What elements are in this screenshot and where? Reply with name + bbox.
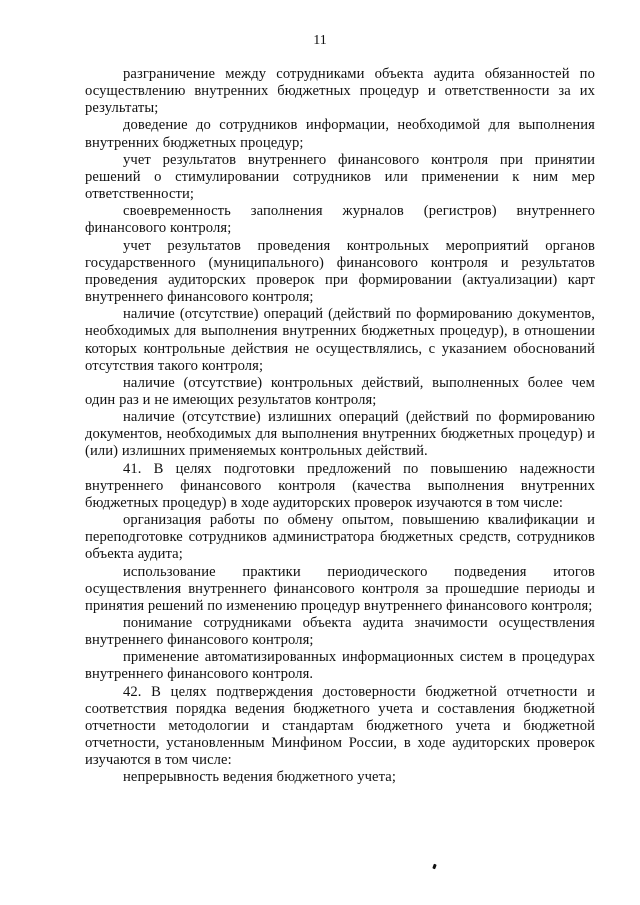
section-41-paragraph: 41. В целях подготовки предложений по повышению надежности внутреннего финансового контроля (качества выполнения внутренних бюджетных процедур) в ходе аудиторских проверок изучаются в том числе: [85,460,595,511]
document-body [85,66,595,787]
paragraph: применение автоматизированных информационных систем в процедурах внутреннего финансового контроля. [85,649,595,683]
paragraph: учет результатов внутреннего финансового контроля при принятии решений о стимулировании сотрудников или применении к ним мер ответственности; [85,151,595,203]
scan-mark [432,864,437,870]
section-42-paragraph: 42. В целях подтверждения достоверности бюджетной отчетности и соответствия порядка ведения бюджетного учета и составления бюджетной отчетности методологии и стандартам бюджетного учета и бюджетной отчетности, установленным Минфином России, в ходе аудиторских проверок изучаются в том числе: [85,683,595,769]
paragraph: разграничение между сотрудниками объекта аудита обязанностей по осуществлению внутренних бюджетных процедур и ответственности за их результаты; [85,66,595,117]
paragraph: организация работы по обмену опытом, повышению квалификации и переподготовке сотрудников администратора бюджетных средств, сотрудников объекта аудита; [85,512,595,563]
paragraph: наличие (отсутствие) контрольных действий, выполненных более чем один раз и не имеющих результатов контроля; [85,374,595,408]
paragraph: своевременность заполнения журналов (регистров) внутреннего финансового контроля; [85,203,595,237]
paragraph: наличие (отсутствие) излишних операций (действий по формированию документов, необходимых для выполнения внутренних бюджетных процедур) и (или) излишних применяемых контрольных действий. [85,409,595,460]
page-number: 11 [313,33,327,48]
paragraph: наличие (отсутствие) операций (действий по формированию документов, необходимых для выполнения внутренних бюджетных процедур), в отношении которых контрольные действия не осуществлялись, с указанием обоснований отсутствия такого контроля; [85,306,595,374]
paragraph: доведение до сотрудников информации, необходимой для выполнения внутренних бюджетных процедур; [85,117,595,151]
paragraph: использование практики периодического подведения итогов осуществления внутреннего финансового контроля за прошедшие периоды и принятия решений по изменению процедур внутреннего финансового контроля; [85,563,595,614]
paragraph: непрерывность ведения бюджетного учета; [123,769,396,786]
paragraph: понимание сотрудниками объекта аудита значимости осуществления внутреннего финансового контроля; [85,615,595,649]
paragraph: учет результатов проведения контрольных мероприятий органов государственного (муниципального) финансового контроля и результатов проведения аудиторских проверок при формировании (актуализации) карт внутреннего финансового контроля; [85,237,595,306]
